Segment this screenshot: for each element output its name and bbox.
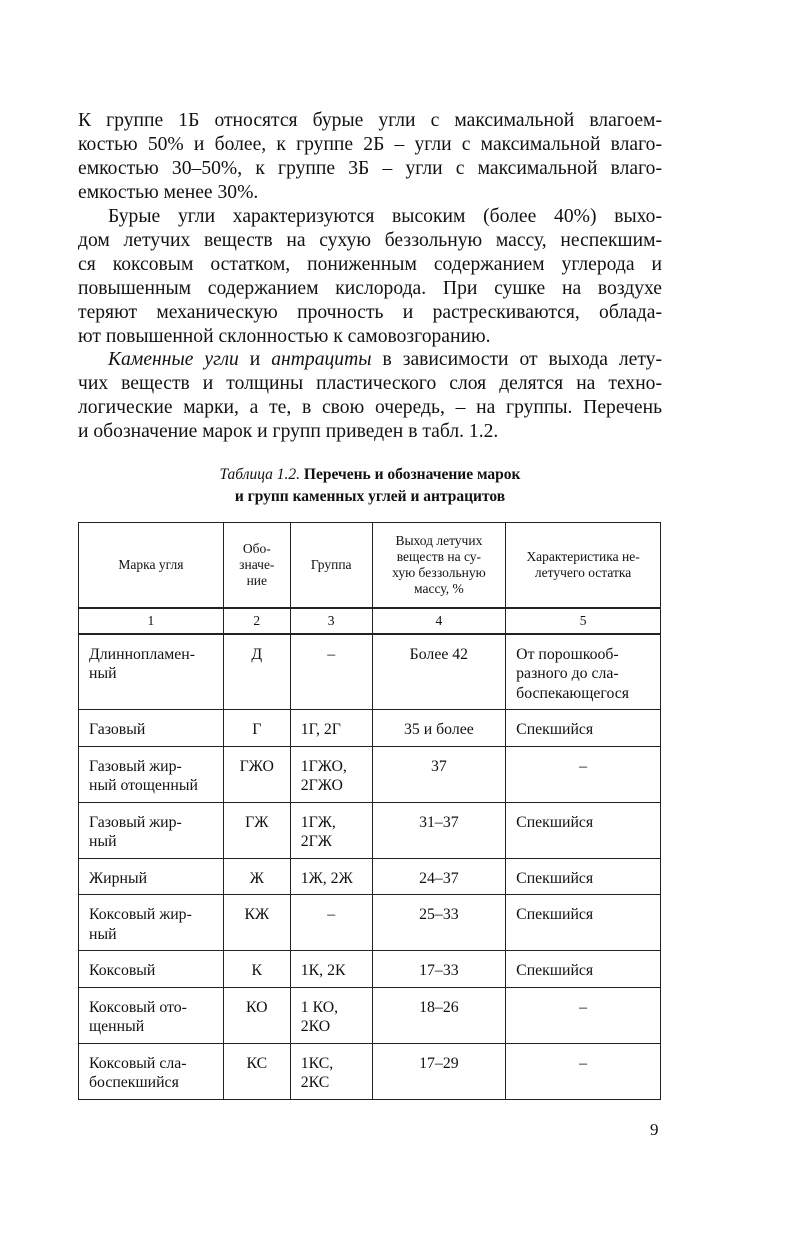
caption-title-1: Перечень и обозначение марок: [303, 466, 521, 483]
cell-residue: Спекшийся: [506, 895, 661, 951]
cell-volatile-yield: 18–26: [372, 987, 506, 1043]
term-hard-coal: Каменные угли: [108, 349, 239, 370]
text-line: емкостью менее 30%.: [78, 182, 259, 204]
cell-residue: –: [506, 1043, 661, 1099]
table-caption: [78, 464, 662, 508]
cell-designation: КЖ: [223, 895, 290, 951]
cell-residue: –: [506, 746, 661, 802]
cell-designation: Ж: [223, 858, 290, 895]
column-number: 2: [223, 608, 290, 634]
caption-title-2: и групп каменных углей и антрацитов: [234, 488, 506, 505]
text-line: Бурые угли характеризуются высоким (более 40%) выхо-: [108, 206, 662, 227]
table-row: [79, 1043, 661, 1099]
header-designation: Обо- значе- ние: [223, 523, 290, 609]
text-line: теряют механическую прочность и растрескиваются, облада-: [78, 302, 662, 324]
text-line: повышенным содержанием кислорода. При сушке на воздухе: [78, 278, 662, 300]
cell-group: 1 КО, 2КО: [290, 987, 372, 1043]
cell-designation: К: [223, 951, 290, 988]
cell-volatile-yield: 25–33: [372, 895, 506, 951]
text-line: дом летучих веществ на сухую беззольную массу, неспекшим-: [78, 230, 662, 252]
header-volatile-yield: Выход летучих веществ на су- хую беззольную массу, %: [372, 523, 506, 609]
paragraph-brown-coal-properties: [78, 205, 662, 350]
cell-designation: ГЖ: [223, 802, 290, 858]
cell-group: 1К, 2К: [290, 951, 372, 988]
cell-coal-mark: Коксовый ото- щенный: [79, 987, 224, 1043]
cell-coal-mark: Жирный: [79, 858, 224, 895]
cell-group: 1Ж, 2Ж: [290, 858, 372, 895]
paragraph-brown-coal-groups: [78, 109, 662, 205]
cell-coal-mark: Коксовый сла- боспекшийся: [79, 1043, 224, 1099]
text-line: костью 50% и более, к группе 2Б – угли с максимальной влаго-: [78, 134, 662, 156]
cell-residue: От порошкооб- разного до сла- боспекающегося: [506, 634, 661, 710]
cell-coal-mark: Газовый жир- ный: [79, 802, 224, 858]
text-line: емкостью 30–50%, к группе 3Б – угли с максимальной влаго-: [78, 158, 662, 180]
column-number: 3: [290, 608, 372, 634]
cell-group: 1КС, 2КС: [290, 1043, 372, 1099]
cell-volatile-yield: 17–29: [372, 1043, 506, 1099]
cell-volatile-yield: Более 42: [372, 634, 506, 710]
page-number: 9: [650, 1120, 659, 1139]
caption-line-1: [78, 464, 662, 486]
table-row: [79, 951, 661, 988]
cell-volatile-yield: 24–37: [372, 858, 506, 895]
text-fragment: и: [238, 349, 272, 370]
caption-label: Таблица 1.2.: [219, 466, 301, 483]
cell-coal-mark: Длиннопламен- ный: [79, 634, 224, 710]
table-row: [79, 746, 661, 802]
header-residue-characteristic: Характеристика не- летучего остатка: [506, 523, 661, 609]
cell-designation: КО: [223, 987, 290, 1043]
table-header-row: [79, 523, 661, 609]
cell-volatile-yield: 37: [372, 746, 506, 802]
cell-residue: –: [506, 987, 661, 1043]
cell-residue: Спекшийся: [506, 858, 661, 895]
column-number: 5: [506, 608, 661, 634]
cell-coal-mark: Газовый: [79, 710, 224, 747]
text-line: чих веществ и толщины пластического слоя делятся на техно-: [78, 373, 662, 395]
cell-residue: Спекшийся: [506, 802, 661, 858]
cell-designation: КС: [223, 1043, 290, 1099]
table-row: [79, 895, 661, 951]
paragraph-hard-coal-marks: [78, 348, 662, 444]
text-fragment: в зависимости от выхода лету-: [371, 349, 662, 370]
cell-group: 1ГЖ, 2ГЖ: [290, 802, 372, 858]
cell-designation: ГЖО: [223, 746, 290, 802]
table-row: [79, 710, 661, 747]
cell-designation: Д: [223, 634, 290, 710]
table-row: [79, 858, 661, 895]
term-anthracite: антрациты: [271, 349, 372, 370]
caption-line-2: [78, 486, 662, 508]
cell-coal-mark: Газовый жир- ный отощенный: [79, 746, 224, 802]
text-line: [78, 348, 662, 372]
table-row: [79, 802, 661, 858]
coal-marks-table: [78, 522, 661, 1100]
cell-volatile-yield: 31–37: [372, 802, 506, 858]
text-line: и обозначение марок и групп приведен в табл. 1.2.: [78, 421, 499, 443]
text-line: логические марки, а те, в свою очередь, – на группы. Перечень: [78, 397, 662, 419]
column-number: 1: [79, 608, 224, 634]
header-coal-mark: Марка угля: [79, 523, 224, 609]
table-row: [79, 634, 661, 710]
cell-residue: Спекшийся: [506, 951, 661, 988]
cell-group: 1Г, 2Г: [290, 710, 372, 747]
text-line: К группе 1Б относятся бурые угли с максимальной влагоем-: [78, 110, 662, 131]
cell-coal-mark: Коксовый жир- ный: [79, 895, 224, 951]
column-number: 4: [372, 608, 506, 634]
cell-group: –: [290, 895, 372, 951]
cell-coal-mark: Коксовый: [79, 951, 224, 988]
text-line: ют повышенной склонностью к самовозгоранию.: [78, 326, 491, 348]
cell-group: 1ГЖО, 2ГЖО: [290, 746, 372, 802]
header-group: Группа: [290, 523, 372, 609]
cell-volatile-yield: 35 и более: [372, 710, 506, 747]
text-line: ся коксовым остатком, пониженным содержанием углерода и: [78, 254, 662, 276]
column-number-row: [79, 608, 661, 634]
table-row: [79, 987, 661, 1043]
cell-designation: Г: [223, 710, 290, 747]
cell-volatile-yield: 17–33: [372, 951, 506, 988]
cell-group: –: [290, 634, 372, 710]
cell-residue: Спекшийся: [506, 710, 661, 747]
